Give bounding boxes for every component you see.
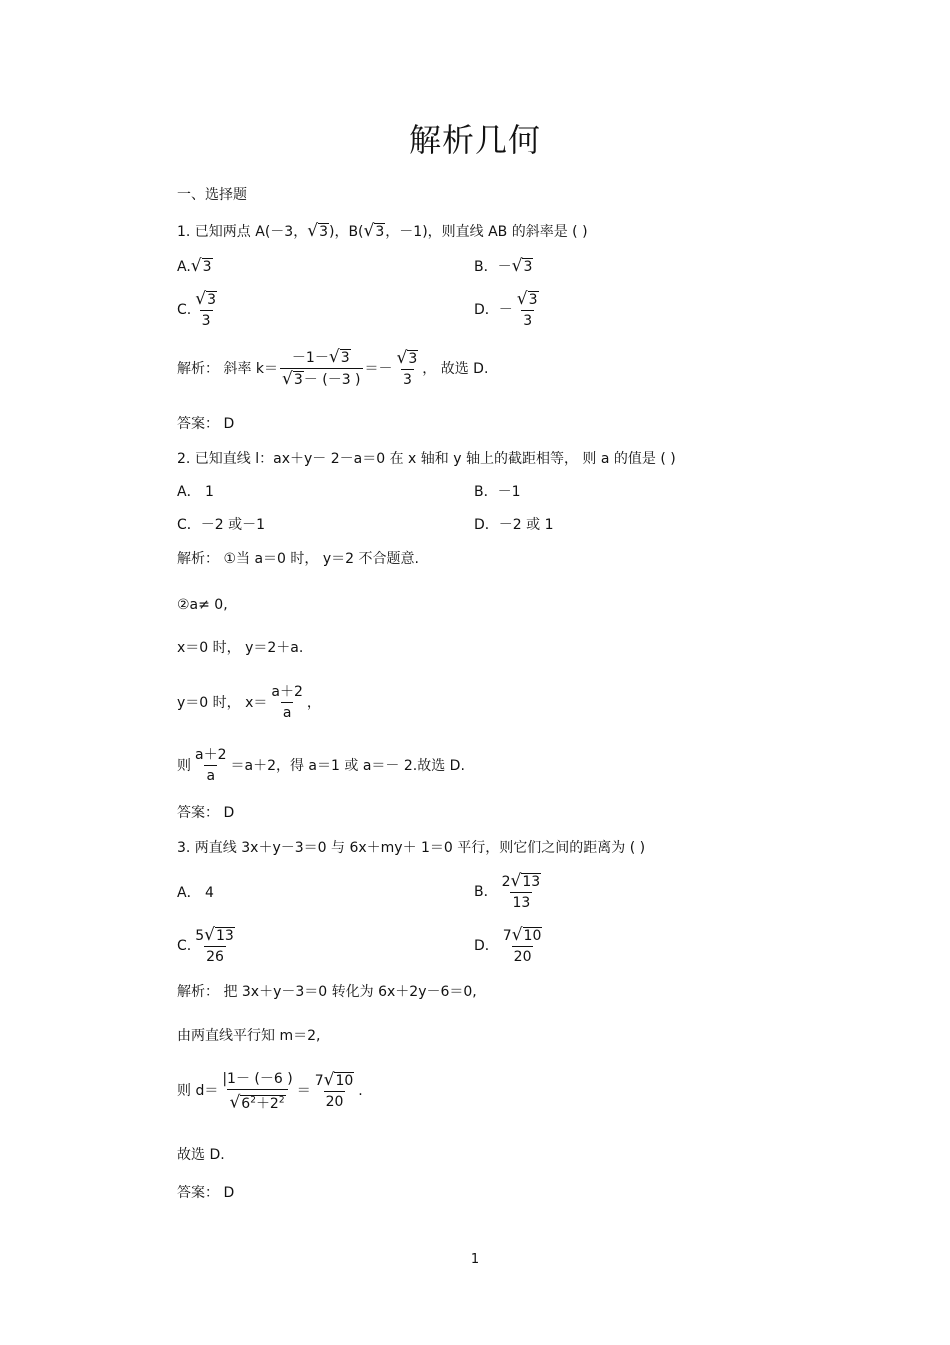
q3-solution-line-2: 由两直线平行知 m＝2, (177, 1028, 321, 1044)
q1-option-c: C. $\frac{√3}{3}$ (177, 289, 216, 329)
q2-solution-line-3: x＝0 时， y＝2＋a. (177, 640, 304, 656)
q2-solution-line-2: ②a≠ 0, (177, 597, 228, 613)
q3-option-c: C. $\frac{5√13}{26}$ (177, 925, 234, 965)
q1-option-a: A.√3 (177, 256, 212, 276)
q2-solution-line-5: 则 $\frac{a+2}{a}$ ＝a＋2，得 a＝1 或 a＝－ 2.故选 D. (177, 747, 465, 784)
section-heading: 一、选择题 (177, 187, 247, 203)
q1-option-d: D．－ $\frac{√3}{3}$ (474, 289, 538, 329)
q1-answer: 答案： D (177, 416, 235, 432)
q2-solution-line-4: y＝0 时， x＝ $\frac{a+2}{a}$ ， (177, 684, 321, 721)
q2-option-c: C．－2 或－1 (177, 517, 266, 533)
q2-solution-line-1: 解析： ①当 a＝0 时， y＝2 不合题意. (177, 551, 419, 567)
q3-solution-line-3: 则 d＝ $\frac{|1- (-6 )}{√6^2+2^2}$ ＝ $\frac{7√10}{20}$ . (177, 1070, 363, 1113)
q3-solution-line-4: 故选 D. (177, 1147, 225, 1163)
q2-answer: 答案： D (177, 805, 235, 821)
q2-option-a: A． 1 (177, 484, 214, 500)
q2-option-d: D．－2 或 1 (474, 517, 554, 533)
q3-option-a: A． 4 (177, 885, 214, 901)
question-1-stem: 1. 已知两点 A(－3，√3)，B(√3，－1)，则直线 AB 的斜率是 ( ) (177, 221, 588, 241)
q1-solution: 解析： 斜率 k＝ $\frac{-1-√3}{√3- (-3 )}$ ＝－ $\frac{√3}{3}$ ， 故选 D. (177, 347, 489, 389)
q3-solution-line-1: 解析： 把 3x＋y－3＝0 转化为 6x＋2y－6＝0, (177, 984, 477, 1000)
page-title: 解析几何 (408, 121, 541, 159)
question-3-stem: 3. 两直线 3x＋y－3＝0 与 6x＋my＋ 1＝0 平行，则它们之间的距离为 ( ) (177, 840, 646, 856)
q3-option-b: B． $\frac{2√13}{13}$ (474, 871, 541, 911)
q2-option-b: B．－1 (474, 484, 521, 500)
q3-option-d: D． $\frac{7√10}{20}$ (474, 925, 542, 965)
page-number: 1 (470, 1252, 480, 1267)
q3-answer: 答案： D (177, 1185, 235, 1201)
q1-option-b: B．－√3 (474, 256, 533, 276)
question-2-stem: 2. 已知直线 l：ax＋y－ 2－a＝0 在 x 轴和 y 轴上的截距相等， 则 a 的值是 ( ) (177, 451, 676, 467)
